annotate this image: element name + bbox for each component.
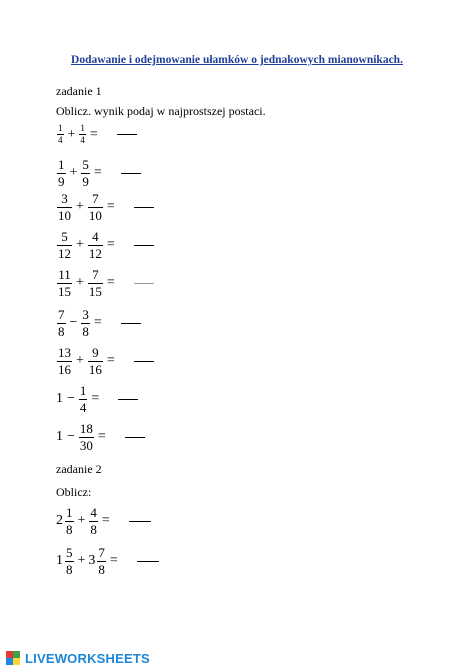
- equals-sign: =: [89, 126, 98, 142]
- minus-sign: −: [67, 429, 75, 445]
- minus-sign: −: [69, 315, 78, 331]
- logo-square: [13, 651, 20, 658]
- fraction-a: [57, 158, 66, 188]
- fraction-a: [57, 268, 72, 298]
- plus-sign: +: [69, 165, 78, 181]
- equals-sign: =: [109, 553, 118, 569]
- denominator: 15: [58, 283, 71, 299]
- fraction-b: [97, 546, 106, 576]
- exercise-8: [56, 384, 138, 414]
- exercise-7: [56, 346, 154, 376]
- fraction-a: [65, 506, 74, 536]
- numerator: 5: [82, 157, 89, 172]
- numerator: 7: [92, 267, 99, 282]
- denominator: 8: [82, 323, 89, 339]
- fraction-b: [79, 124, 86, 146]
- denominator: 30: [79, 437, 93, 453]
- plus-sign: +: [76, 199, 84, 215]
- equals-sign: =: [101, 513, 110, 529]
- equals-sign: =: [93, 165, 102, 181]
- footer: [0, 647, 474, 669]
- task2-instruction: Oblicz:: [56, 485, 92, 499]
- task1-label: zadanie 1: [56, 84, 102, 98]
- plus-sign: +: [77, 513, 86, 529]
- exercise-1: [56, 124, 137, 146]
- denominator: 10: [88, 207, 102, 223]
- numerator: 3: [82, 307, 89, 322]
- exercise-2: [56, 158, 141, 188]
- denominator: 4: [80, 135, 85, 146]
- fraction-a: [57, 124, 64, 146]
- numerator: 9: [92, 345, 99, 360]
- liveworksheets-logo-icon: [6, 651, 21, 665]
- denominator: 9: [82, 173, 89, 189]
- denominator: 4: [79, 399, 87, 415]
- exercise-4: [56, 230, 154, 260]
- task2-label: zadanie 2: [56, 462, 102, 476]
- fraction-b: [88, 268, 103, 298]
- numerator: 13: [58, 345, 71, 360]
- answer-blank[interactable]: [117, 134, 137, 135]
- numerator: 7: [92, 191, 99, 206]
- fraction-a: [57, 308, 66, 338]
- exercise-6: [56, 308, 141, 338]
- equals-sign: =: [106, 353, 115, 369]
- whole-number: 2: [56, 513, 63, 529]
- equals-sign: =: [106, 237, 115, 253]
- denominator: 16: [88, 361, 102, 377]
- whole-number: 1: [56, 429, 63, 445]
- numerator: 7: [98, 545, 105, 560]
- brand-name[interactable]: LIVEWORKSHEETS: [25, 650, 150, 666]
- equals-sign: =: [106, 199, 115, 215]
- answer-blank[interactable]: [125, 437, 145, 438]
- answer-blank[interactable]: [134, 207, 154, 208]
- fraction-a: [57, 230, 72, 260]
- numerator: 1: [66, 505, 73, 520]
- fraction-b: [79, 384, 88, 414]
- exercise-11: [56, 546, 159, 576]
- denominator: 8: [66, 561, 73, 577]
- denominator: 12: [88, 245, 102, 261]
- whole-number: 1: [56, 553, 63, 569]
- numerator: 4: [90, 505, 97, 520]
- fraction-b: [88, 346, 103, 376]
- numerator: 18: [79, 421, 93, 436]
- denominator: 8: [58, 323, 65, 339]
- numerator: 1: [58, 123, 63, 133]
- whole-number: 3: [88, 553, 96, 569]
- fraction-b: [88, 230, 103, 260]
- numerator: 5: [66, 545, 73, 560]
- denominator: 16: [58, 361, 71, 377]
- numerator: 1: [80, 123, 85, 133]
- numerator: 4: [92, 229, 99, 244]
- logo-square: [13, 658, 20, 665]
- denominator: 4: [58, 135, 63, 146]
- answer-blank[interactable]: [121, 173, 141, 174]
- denominator: 15: [88, 283, 102, 299]
- fraction-b: [81, 308, 90, 338]
- logo-square: [6, 651, 13, 658]
- denominator: 10: [58, 207, 71, 223]
- answer-blank[interactable]: [121, 323, 141, 324]
- answer-blank[interactable]: [134, 361, 154, 362]
- plus-sign: +: [76, 237, 84, 253]
- numerator: 1: [79, 383, 87, 398]
- denominator: 8: [66, 521, 73, 537]
- answer-blank[interactable]: [118, 399, 138, 400]
- plus-sign: +: [76, 353, 84, 369]
- fraction-b: [89, 506, 98, 536]
- fraction-b: [81, 158, 90, 188]
- numerator: 1: [58, 157, 65, 172]
- minus-sign: −: [67, 391, 75, 407]
- fraction-a: [65, 546, 74, 576]
- numerator: 5: [61, 229, 68, 244]
- denominator: 9: [58, 173, 65, 189]
- equals-sign: =: [106, 275, 115, 291]
- answer-blank[interactable]: [134, 283, 154, 284]
- denominator: 12: [58, 245, 71, 261]
- whole-number: 1: [56, 391, 63, 407]
- equals-sign: =: [91, 391, 100, 407]
- fraction-a: [57, 346, 72, 376]
- exercise-9: [56, 422, 145, 452]
- numerator: 7: [58, 307, 65, 322]
- equals-sign: =: [93, 315, 102, 331]
- exercise-10: [56, 506, 151, 536]
- fraction-b: [88, 192, 103, 222]
- logo-square: [6, 658, 13, 665]
- answer-blank[interactable]: [137, 561, 159, 562]
- exercise-3: [56, 192, 154, 222]
- answer-blank[interactable]: [129, 521, 151, 522]
- exercise-5: [56, 268, 154, 298]
- denominator: 8: [98, 561, 105, 577]
- fraction-b: [79, 422, 94, 452]
- task1-instruction: Oblicz. wynik podaj w najprostszej postaci.: [56, 104, 266, 118]
- plus-sign: +: [67, 126, 76, 142]
- numerator: 11: [58, 267, 71, 282]
- page-title: Dodawanie i odejmowanie ułamków o jednakowych mianownikach.: [71, 54, 403, 66]
- plus-sign: +: [77, 553, 86, 569]
- equals-sign: =: [97, 429, 106, 445]
- denominator: 8: [90, 521, 97, 537]
- fraction-a: [57, 192, 72, 222]
- numerator: 3: [61, 191, 68, 206]
- answer-blank[interactable]: [134, 245, 154, 246]
- plus-sign: +: [76, 275, 84, 291]
